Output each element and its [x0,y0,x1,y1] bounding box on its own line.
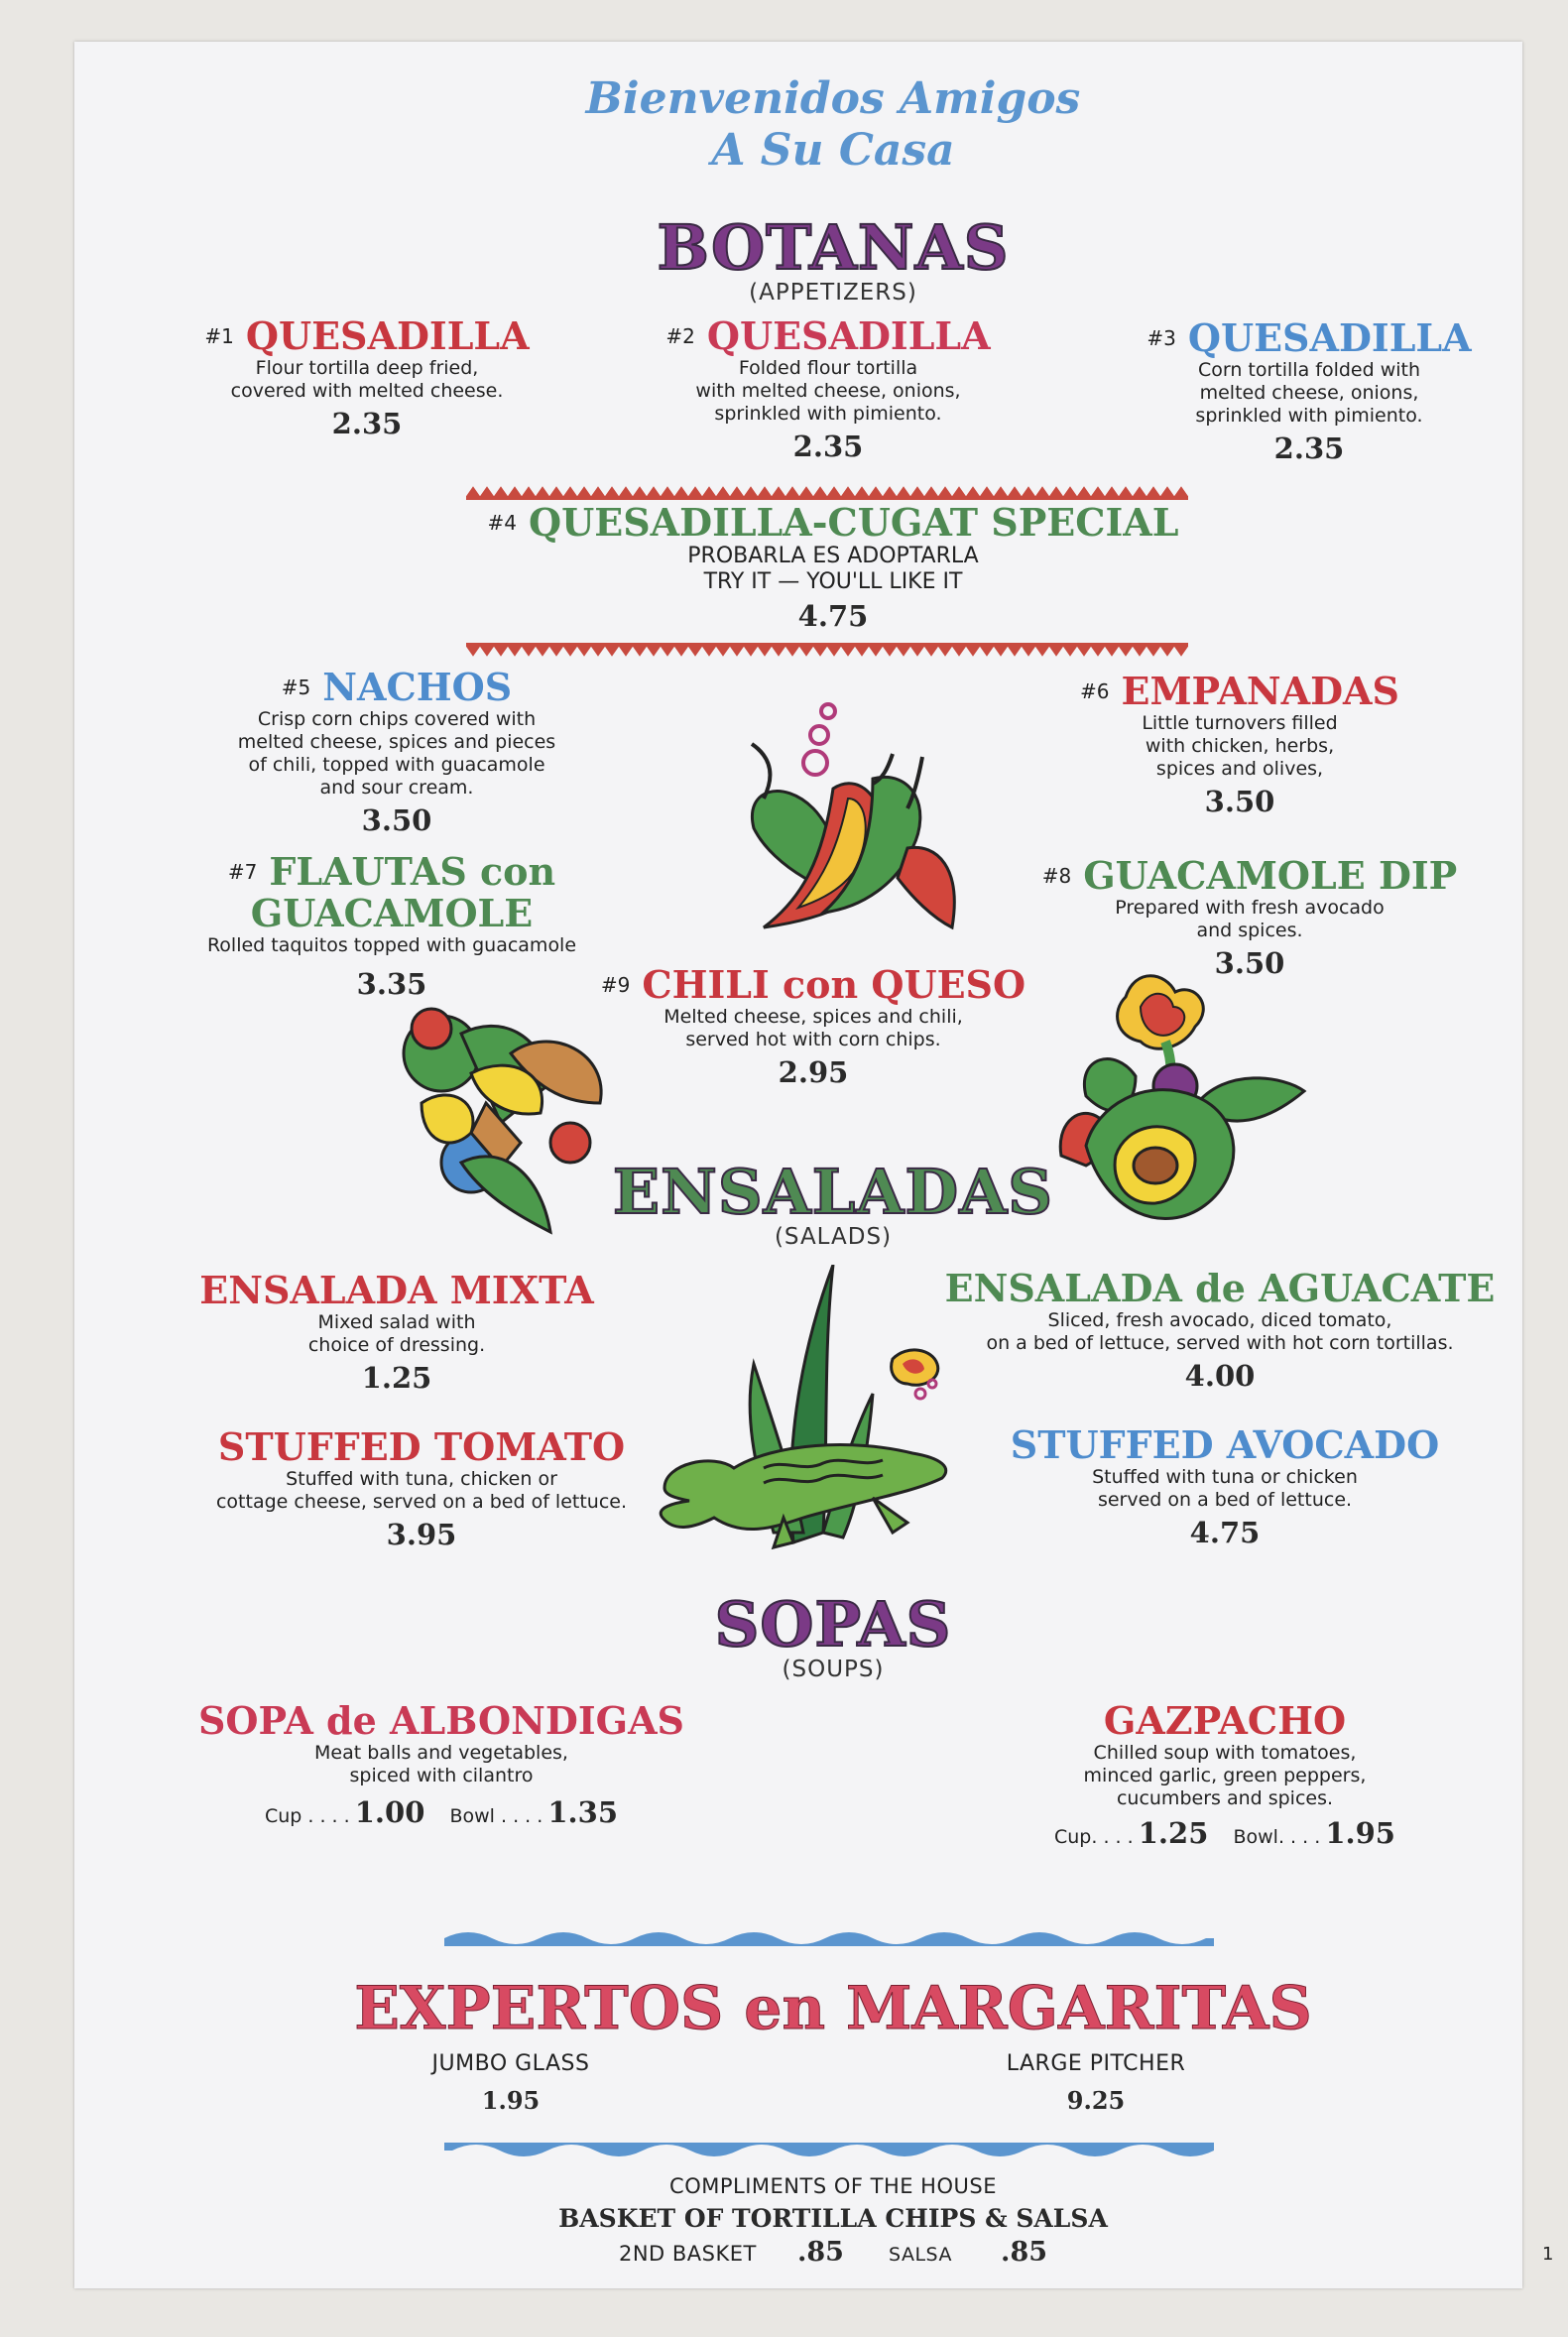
item-name: SOPA de ALBONDIGAS [197,1698,684,1743]
item-price: 3.50 [1204,785,1275,818]
item-number: #1 [204,324,234,348]
menu-item-8 [1012,855,1488,980]
item-desc: Rolled taquitos topped with guacamole [206,934,577,956]
item-desc: served on a bed of lettuce. [1097,1489,1353,1511]
item-number: #6 [1080,679,1110,703]
bowl-label: Bowl . . . . [449,1805,543,1827]
item-desc: Prepared with fresh avocado [1115,897,1385,919]
item-price: 4.75 [797,599,869,633]
item-desc: on a bed of lettuce, served with hot corn tortillas. [986,1332,1454,1354]
item-desc: with melted cheese, onions, [695,380,961,402]
sopas-title: SOPAS [714,1588,952,1660]
cup-price: 1.00 [354,1795,425,1829]
botanas-subtitle: (APPETIZERS) [749,280,917,306]
item-number: #4 [487,511,517,535]
item-desc: Stuffed with tuna or chicken [1092,1466,1358,1488]
item-name: FLAUTAS con [269,849,556,894]
item-desc: spiced with cilantro [349,1765,534,1786]
menu-item-4-special [436,502,1230,633]
item-name: QUESADILLA-CUGAT SPECIAL [528,500,1179,545]
botanas-heading [555,211,1111,306]
item-desc: Melted cheese, spices and chili, [663,1006,963,1028]
cup-price: 1.25 [1138,1816,1209,1850]
salad-stuffed-avocado [992,1424,1458,1549]
item-price: 2.35 [331,407,403,440]
basket-label: 2ND BASKET [618,2242,757,2266]
special-slogan-es: PROBARLA ES ADOPTARLA [687,544,979,568]
footer [436,2174,1230,2268]
item-desc: sprinkled with pimiento. [714,403,942,425]
margarita-glass [392,2051,630,2115]
item-desc: Little turnovers filled [1142,712,1338,734]
item-desc: Flour tortilla deep fried, [255,357,479,379]
bowl-label: Bowl. . . . [1233,1826,1321,1848]
ensaladas-heading [555,1156,1111,1250]
soup-albondigas [169,1700,714,1829]
soup-prices [992,1816,1458,1850]
item-price: 3.50 [1214,946,1285,980]
item-number: #7 [227,860,258,884]
menu-item-1 [149,315,585,440]
item-price: 3.95 [386,1518,457,1551]
item-name: CHILI con QUESO [642,962,1026,1007]
menu-item-6 [1051,671,1428,818]
item-name: NACHOS [322,665,513,709]
pitcher-label: LARGE PITCHER [1006,2051,1186,2076]
menu-item-2 [610,315,1046,463]
botanas-title: BOTANAS [657,211,1010,284]
page-number: 1 [1542,2244,1554,2265]
salsa-price: .85 [1001,2237,1048,2268]
welcome-heading [436,73,1230,177]
item-desc: minced garlic, green peppers, [1083,1765,1367,1786]
item-desc: melted cheese, spices and pieces [237,731,556,753]
ensaladas-title: ENSALADAS [612,1156,1054,1228]
margaritas-title: EXPERTOS en MARGARITAS [354,1974,1312,2043]
item-name: STUFFED AVOCADO [1010,1422,1440,1467]
item-name: ENSALADA MIXTA [199,1268,594,1312]
glass-label: JUMBO GLASS [431,2051,590,2076]
item-price: 1.25 [361,1361,432,1395]
zigzag-divider-bottom [466,643,1188,657]
pitcher-price: 9.25 [1066,2086,1126,2115]
item-desc: Crisp corn chips covered with [257,708,537,730]
salad-stuffed-tomato [179,1426,664,1551]
salsa-label: SALSA [889,2244,952,2266]
chili-peppers-illustration [724,699,972,937]
welcome-line-2: A Su Casa [711,125,955,176]
item-desc: Chilled soup with tomatoes, [1093,1742,1357,1764]
item-desc: choice of dressing. [307,1334,486,1356]
sopas-heading [635,1588,1031,1682]
compliments-line: COMPLIMENTS OF THE HOUSE [669,2174,997,2198]
soup-gazpacho [992,1700,1458,1850]
margarita-pitcher [967,2051,1225,2115]
salad-aguacate [912,1268,1527,1393]
glass-price: 1.95 [481,2086,541,2115]
sopas-subtitle: (SOUPS) [782,1657,885,1682]
item-number: #8 [1041,864,1072,888]
item-desc: sprinkled with pimiento. [1195,405,1423,427]
item-number: #3 [1146,326,1176,350]
menu-item-9 [585,964,1041,1089]
item-price: 3.50 [361,803,432,837]
wave-divider-bottom [444,2143,1214,2160]
bowl-price: 1.35 [547,1795,619,1829]
extra-basket-line [436,2237,1230,2268]
item-name: QUESADILLA [245,313,530,358]
item-desc: with chicken, herbs, [1145,735,1335,757]
item-name: ENSALADA de AGUACATE [944,1266,1496,1310]
item-desc: spices and olives, [1155,758,1324,780]
item-name: EMPANADAS [1121,669,1399,713]
item-desc: served hot with corn chips. [685,1029,941,1050]
cup-label: Cup. . . . [1054,1826,1134,1848]
menu-item-7 [183,851,600,1001]
item-desc: Meat balls and vegetables, [314,1742,568,1764]
item-name-line-2: GUACAMOLE [250,891,534,935]
item-desc: Corn tortilla folded with [1197,359,1421,381]
item-desc: Mixed salad with [317,1311,476,1333]
item-desc: and sour cream. [319,777,474,799]
menu-item-5 [208,667,585,837]
wave-divider-top [444,1928,1214,1946]
salad-mixta [169,1270,625,1395]
item-price: 4.00 [1184,1359,1256,1393]
item-desc: Folded flour tortilla [738,357,918,379]
basket-price: .85 [796,2237,844,2268]
item-price: 2.35 [792,430,864,463]
menu-item-3 [1091,317,1527,465]
zigzag-divider-top [466,486,1188,500]
welcome-line-1: Bienvenidos Amigos [585,73,1081,124]
ensaladas-subtitle: (SALADS) [774,1224,893,1250]
item-price: 2.35 [1273,431,1345,465]
item-name: QUESADILLA [706,313,991,358]
item-desc: cottage cheese, served on a bed of lettuce. [215,1491,628,1513]
item-price: 4.75 [1189,1516,1261,1549]
item-desc: covered with melted cheese. [230,380,504,402]
item-desc: and spices. [1196,920,1303,941]
item-desc: cucumbers and spices. [1116,1787,1334,1809]
bowl-price: 1.95 [1325,1816,1395,1850]
item-price: 3.35 [356,967,427,1001]
item-desc: Sliced, fresh avocado, diced tomato, [1047,1309,1392,1331]
item-desc: of chili, topped with guacamole [248,754,545,776]
item-desc: Stuffed with tuna, chicken or [286,1468,557,1490]
item-number: #9 [600,973,631,997]
item-name: STUFFED TOMATO [217,1424,626,1469]
item-name: QUESADILLA [1187,315,1472,360]
item-price: 2.95 [778,1055,849,1089]
item-name: GAZPACHO [1103,1698,1347,1743]
cup-label: Cup . . . . [264,1805,350,1827]
chips-salsa-line: BASKET OF TORTILLA CHIPS & SALSA [558,2204,1108,2233]
item-number: #2 [665,324,695,348]
item-desc: melted cheese, onions, [1199,382,1419,404]
iguana-illustration [655,1265,962,1572]
special-slogan-en: TRY IT — YOU'LL LIKE IT [703,569,963,594]
item-name: GUACAMOLE DIP [1083,853,1458,898]
item-number: #5 [281,676,311,699]
soup-prices [169,1795,714,1829]
